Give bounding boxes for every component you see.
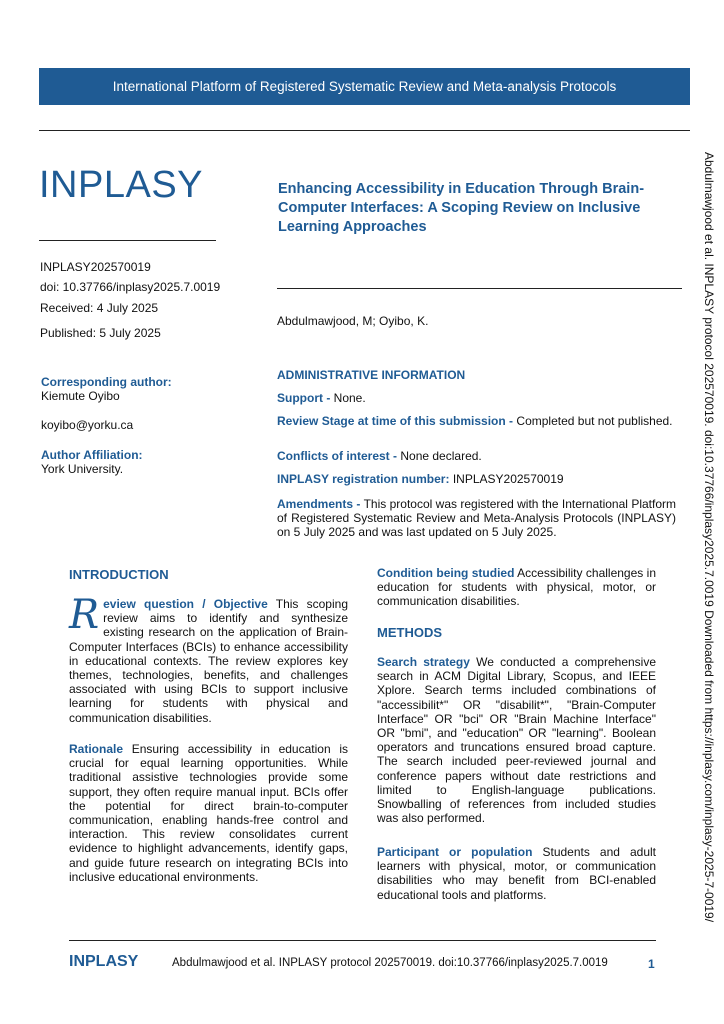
population-label: Participant or population: [377, 845, 533, 859]
title-rule: [277, 288, 682, 289]
search-strategy-label: Search strategy: [377, 655, 470, 669]
rationale-label: Rationale: [69, 742, 124, 756]
affiliation-label: Author Affiliation:: [41, 448, 143, 462]
protocol-id: INPLASY202570019: [40, 260, 151, 274]
condition-text: Accessibility challenges in education for students with physical, motor, or communication disabilities.: [377, 566, 656, 609]
support-para: [277, 391, 676, 405]
brand-logo-text: INPLASY: [39, 164, 204, 206]
conflicts-text: None declared.: [400, 449, 482, 463]
population-text: Students and adult learners with physical, motor, or communication disabilities who may benefit from BCI-enabled educational tools and platforms.: [377, 845, 656, 902]
conflicts-para: [277, 449, 676, 463]
corresponding-author-label: Corresponding author:: [41, 375, 172, 389]
methods-heading: METHODS: [377, 625, 442, 640]
search-strategy-para: [377, 655, 656, 825]
side-download-notice: Abdulmawjood et al. INPLASY protocol 202570019. doi:10.37766/inplasy2025.7.0019 Downloaded from https://inplasy.com/inplasy-2025-7-0019/: [702, 152, 716, 923]
corresponding-author-name: Kiemute Oyibo: [41, 389, 120, 403]
review-question-para: [69, 592, 348, 725]
support-label: Support -: [277, 391, 331, 405]
doi-link[interactable]: doi: 10.37766/inplasy2025.7.0019: [40, 280, 221, 294]
rationale-para: [69, 742, 348, 884]
amendments-text: This protocol was registered with the International Platform of Registered Systematic Review and Meta-Analysis Protocols (INPLASY) on 5 July 2025 and was last updated on 5 July 2025.: [277, 497, 677, 539]
condition-para: [377, 566, 656, 609]
regnum-para: [277, 472, 676, 486]
footer-rule: [69, 940, 656, 941]
amendments-para: [277, 497, 676, 539]
conflicts-label: Conflicts of interest -: [277, 449, 398, 463]
author-email[interactable]: koyibo@yorku.ca: [41, 418, 134, 432]
review-question-text: This scoping review aims to identify and synthesize existing research on the application of Brain-Computer Interfaces (BCIs) to enhance accessibility in educational contexts. The review explores key themes, technologies, benefits, and challenges associated with using BCIs to support inclusive learning for students with physical and communication disabilities.: [69, 597, 348, 725]
search-strategy-text: We conducted a comprehensive search in ACM Digital Library, Scopus, and IEEE Xplore. Search terms included combinations of "accessibilit*" OR "disabilit*", "Brain-Computer Interface" OR "bci" OR "Brain Machine Interface" OR "bmi", and "education" OR "learning". Boolean operators and truncations ensured broad capture. The search included peer-reviewed journal and conference papers without date restrictions and limited to English-language publications. Snowballing of references from included studies was also performed.: [377, 655, 657, 826]
admin-heading: [277, 368, 676, 382]
published-date: Published: 5 July 2025: [40, 326, 161, 340]
brand-rule: [39, 240, 216, 241]
affiliation-text: York University.: [41, 462, 124, 476]
introduction-heading: INTRODUCTION: [69, 567, 169, 582]
received-date: Received: 4 July 2025: [40, 301, 159, 315]
page-number: 1: [648, 957, 655, 971]
drop-cap: R: [69, 592, 100, 638]
top-rule: [39, 130, 690, 131]
condition-label: Condition being studied: [377, 566, 515, 580]
stage-text: Completed but not published.: [516, 414, 673, 428]
regnum-text: INPLASY202570019: [452, 472, 564, 486]
paper-title: Enhancing Accessibility in Education Through Brain-Computer Interfaces: A Scoping Review on Inclusive Learning Approaches: [278, 181, 645, 235]
footer-brand: INPLASY: [69, 953, 139, 970]
population-para: [377, 845, 656, 902]
authors: Abdulmawjood, M; Oyibo, K.: [277, 314, 429, 328]
review-question-label: eview question / Objective: [103, 597, 268, 611]
regnum-label: INPLASY registration number:: [277, 472, 450, 486]
stage-para: [277, 414, 676, 428]
support-text: None.: [333, 391, 366, 405]
amendments-label: Amendments -: [277, 497, 361, 511]
header-banner: International Platform of Registered Systematic Review and Meta-analysis Protocols: [39, 68, 690, 105]
footer-citation: Abdulmawjood et al. INPLASY protocol 202570019. doi:10.37766/inplasy2025.7.0019: [172, 957, 608, 969]
stage-label: Review Stage at time of this submission -: [277, 414, 514, 428]
admin-heading-text: ADMINISTRATIVE INFORMATION: [277, 368, 466, 382]
rationale-text: Ensuring accessibility in education is crucial for equal learning opportunities. While traditional assistive technologies provide some support, they often require manual input. BCIs offer the potential for direct brain-to-computer communication, enabling hands-free control and interaction. This review consolidates current evidence to highlight advancements, identify gaps, and guide future research on integrating BCIs into inclusive educational environments.: [69, 742, 348, 884]
